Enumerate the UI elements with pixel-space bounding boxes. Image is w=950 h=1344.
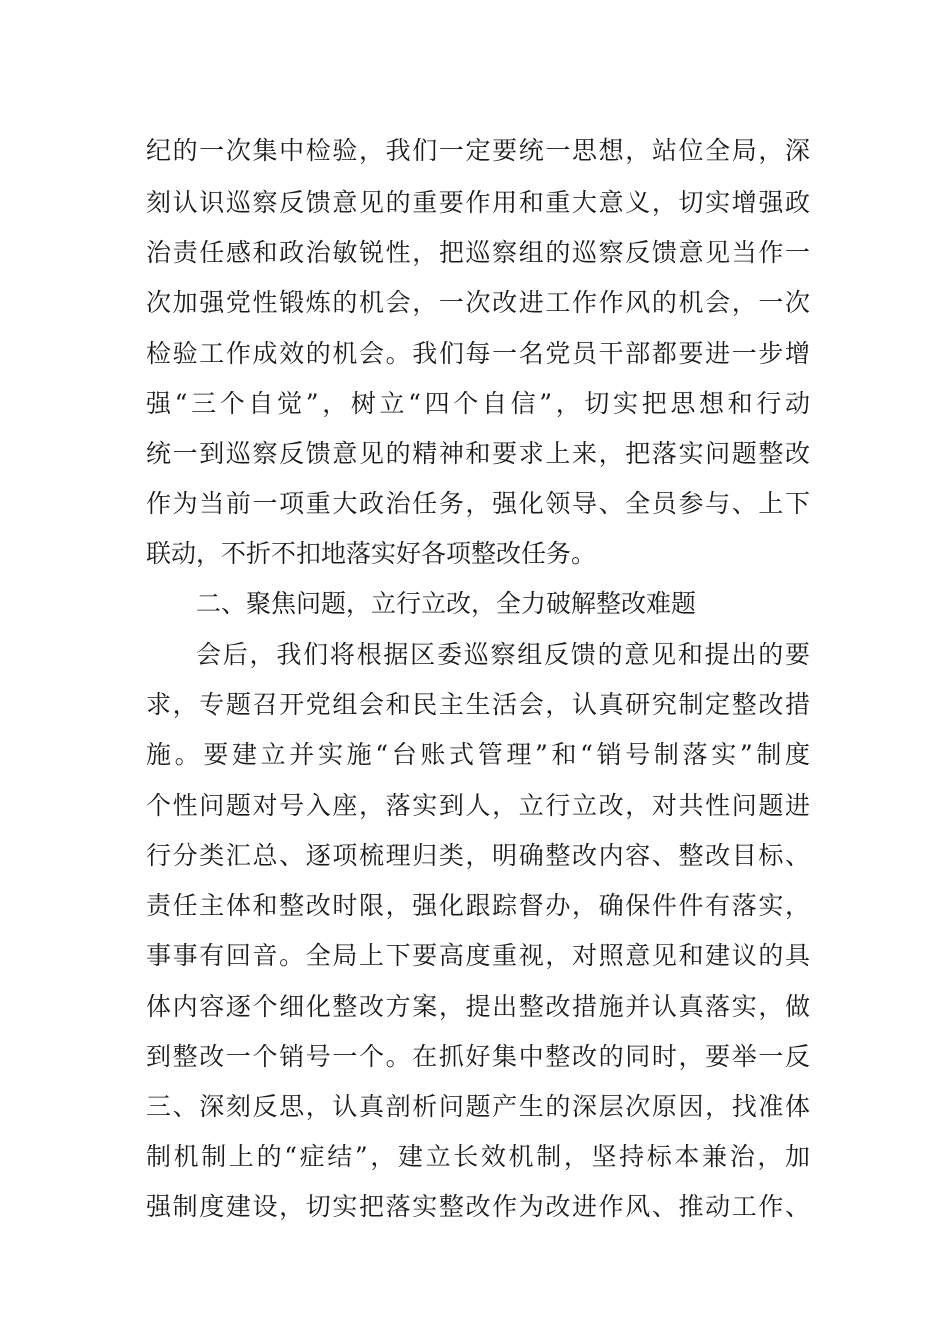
body-text-line: 三、深刻反思，认真剖析问题产生的深层次原因，找准体 (146, 1092, 810, 1121)
body-text-line: 会后，我们将根据区委巡察组反馈的意见和提出的要 (196, 640, 810, 669)
body-text-line: 作为当前一项重大政治任务，强化领导、全员参与、上下 (146, 489, 810, 518)
body-text-line: 治责任感和政治敏锐性，把巡察组的巡察反馈意见当作一 (146, 238, 810, 267)
body-text-line: 到整改一个销号一个。在抓好集中整改的同时，要举一反 (146, 1042, 810, 1071)
body-text-line: 统一到巡察反馈意见的精神和要求上来，把落实问题整改 (146, 439, 810, 468)
body-text-line: 施。要建立并实施“台账式管理”和“销号制落实”制度 (146, 740, 810, 769)
body-text-line: 责任主体和整改时限，强化跟踪督办，确保件件有落实， (146, 891, 810, 920)
body-text-line: 强制度建设，切实把落实整改作为改进作风、推动工作、 (146, 1192, 810, 1221)
body-text-line: 制机制上的“症结”，建立长效机制，坚持标本兼治，加 (146, 1142, 810, 1171)
body-text-line: 刻认识巡察反馈意见的重要作用和重大意义，切实增强政 (146, 188, 810, 217)
section-heading: 二、聚焦问题，立行立改，全力破解整改难题 (196, 589, 697, 618)
body-text-line: 体内容逐个细化整改方案，提出整改措施并认真落实，做 (146, 992, 810, 1021)
body-text-line: 检验工作成效的机会。我们每一名党员干部都要进一步增 (146, 339, 810, 368)
body-text-line: 联动，不折不扣地落实好各项整改任务。 (146, 539, 597, 568)
body-text-line: 求，专题召开党组会和民主生活会，认真研究制定整改措 (146, 690, 810, 719)
body-text-line: 个性问题对号入座，落实到人，立行立改，对共性问题进 (146, 791, 810, 820)
body-text-line: 事事有回音。全局上下要高度重视，对照意见和建议的具 (146, 941, 810, 970)
body-text-line: 次加强党性锻炼的机会，一次改进工作作风的机会，一次 (146, 288, 810, 317)
body-text-line: 强“三个自觉”，树立“四个自信”，切实把思想和行动 (146, 389, 810, 418)
body-text-line: 纪的一次集中检验，我们一定要统一思想，站位全局，深 (146, 136, 810, 165)
body-text-line: 行分类汇总、逐项梳理归类，明确整改内容、整改目标、 (146, 841, 810, 870)
